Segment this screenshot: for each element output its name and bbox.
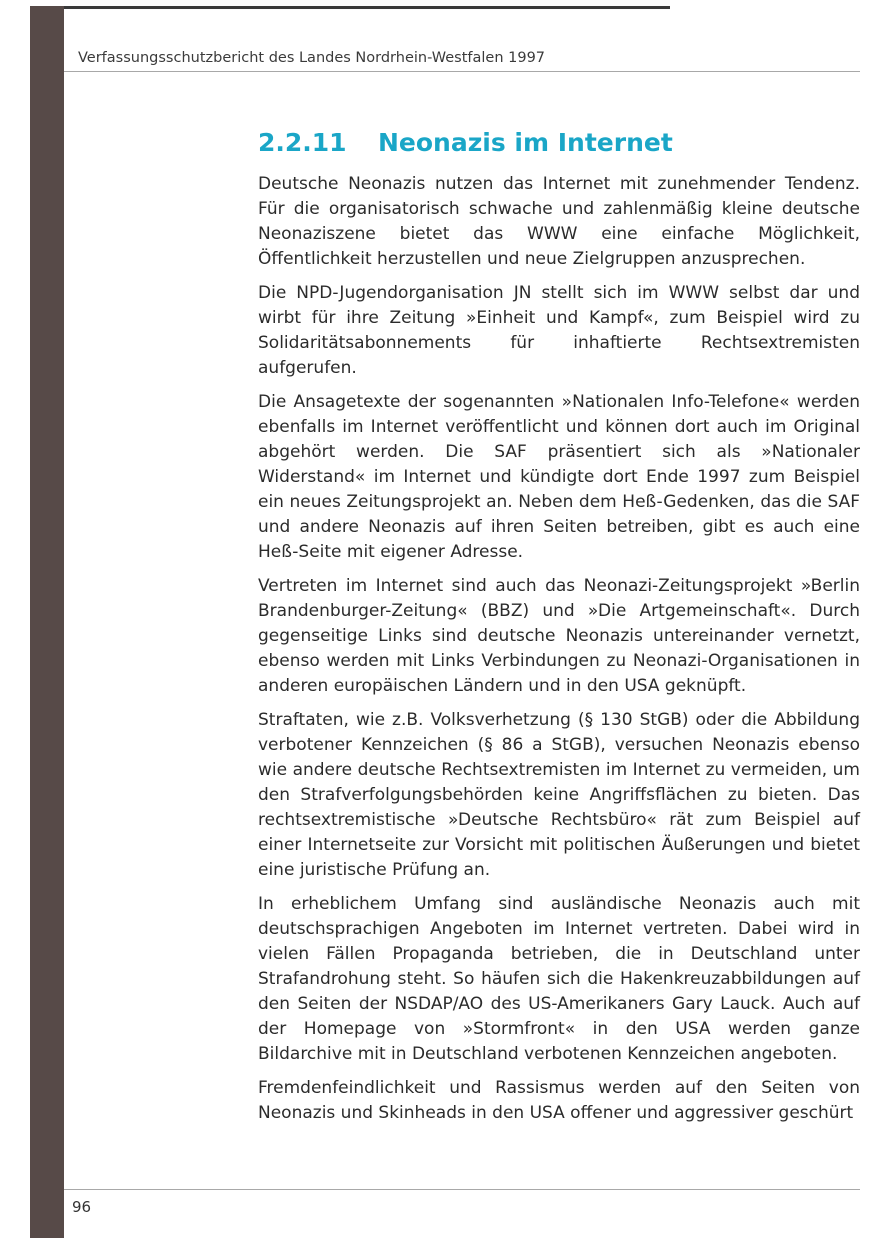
paragraph: Fremdenfeindlichkeit und Rassismus werden auf den Seiten von Neonazis und Skinheads in den USA offener und aggressiver geschürt <box>258 1078 860 1123</box>
footer-divider <box>64 1189 860 1190</box>
section-title: Neonazis im Internet <box>378 128 673 157</box>
paragraph: Die Ansagetexte der sogenannten »Nationalen Info-Telefone« werden ebenfalls im Internet veröffentlicht und können dort auch im Original abgehört werden. Die SAF präsentiert sich als »Nationaler Widerstand« im Internet und kündigte dort Ende 1997 zum Beispiel ein neues Zeitungsprojekt an. Neben dem Heß-Gedenken, das die SAF und andere Neonazis auf ihren Seiten betreiben, gibt es auch eine Heß-Seite mit eigener Adresse. <box>258 392 860 562</box>
page-spine-bar <box>30 6 64 1238</box>
page-number: 96 <box>72 1198 92 1216</box>
paragraph: Die NPD-Jugendorganisation JN stellt sich im WWW selbst dar und wirbt für ihre Zeitung »Einheit und Kampf«, zum Beispiel wird zu Solidaritätsabonnements für inhaftierte Rechtsextremisten aufgerufen. <box>258 283 860 378</box>
paragraph: Vertreten im Internet sind auch das Neonazi-Zeitungsprojekt »Berlin Brandenburger-Zeitung« (BBZ) und »Die Artgemeinschaft«. Durch gegenseitige Links sind deutsche Neonazis untereinander vernetzt, ebenso werden mit Links Verbindungen zu Neonazi-Organisationen in anderen europäischen Ländern und in den USA geknüpft. <box>258 576 860 696</box>
top-rule <box>30 6 670 9</box>
running-header: Verfassungsschutzbericht des Landes Nordrhein-Westfalen 1997 <box>78 50 546 66</box>
header-divider <box>64 71 860 72</box>
paragraph: Straftaten, wie z.B. Volksverhetzung (§ 130 StGB) oder die Abbildung verbotener Kennzeichen (§ 86 a StGB), versuchen Neonazis ebenso wie andere deutsche Rechtsextremisten im Internet zu vermeiden, um den Strafverfolgungsbehörden keine Angriffsflächen zu bieten. Das rechtsextremistische »Deutsche Rechtsbüro« rät zum Beispiel auf einer Internetseite zur Vorsicht mit politischen Äußerungen und bietet eine juristische Prüfung an. <box>258 710 860 880</box>
paragraph: In erheblichem Umfang sind ausländische Neonazis auch mit deutschsprachigen Angeboten im Internet vertreten. Dabei wird in vielen Fällen Propaganda betrieben, die in Deutschland unter Strafandrohung steht. So häufen sich die Hakenkreuzabbildungen auf den Seiten der NSDAP/AO des US-Amerikaners Gary Lauck. Auch auf der Homepage von »Stormfront« in den USA werden ganze Bildarchive mit in Deutschland verbotenen Kennzeichen angeboten. <box>258 894 860 1064</box>
paragraph: Deutsche Neonazis nutzen das Internet mit zunehmender Tendenz. Für die organisatorisch schwache und zahlenmäßig kleine deutsche Neonaziszene bietet das WWW eine einfache Möglichkeit, Öffentlichkeit herzustellen und neue Zielgruppen anzusprechen. <box>258 174 860 269</box>
body-text <box>258 172 860 1135</box>
section-number: 2.2.11 <box>258 128 347 157</box>
section-heading <box>258 128 673 157</box>
